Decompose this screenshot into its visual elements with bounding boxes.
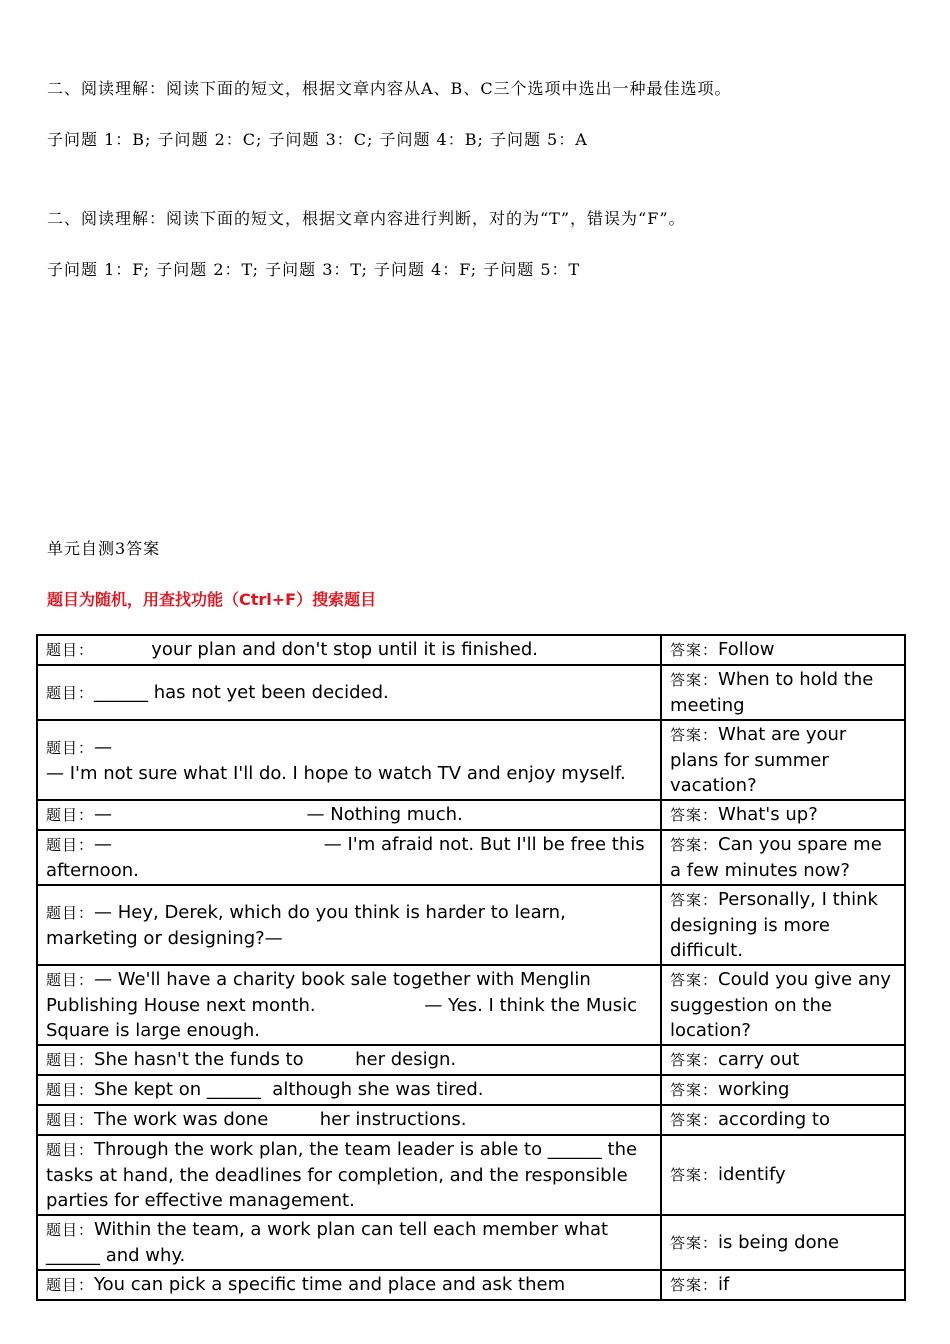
table-row (37, 1045, 905, 1075)
unit-title: 单元自测3答案 (47, 539, 161, 558)
question-text: You can pick a specific time and place and ask them (94, 1274, 566, 1295)
answer-cell (661, 800, 905, 830)
answer-prefix: 答案： (670, 1081, 719, 1099)
question-prefix: 题目： (46, 1081, 95, 1099)
answer-cell (661, 1135, 905, 1215)
table-row (37, 1105, 905, 1135)
question-prefix: 题目： (46, 971, 95, 989)
question-text: Through the work plan, the team leader is able to ______ the tasks at hand, the deadlines for completion, and the responsible parties for effective management. (46, 1139, 643, 1211)
question-text: — — I'm not sure what I'll do. I hope to watch TV and enjoy myself. (46, 736, 626, 784)
question-prefix: 题目： (46, 836, 95, 854)
answer-prefix: 答案： (670, 806, 719, 824)
answer-prefix: 答案： (670, 1051, 719, 1069)
answer-cell (661, 1075, 905, 1105)
answer-cell (661, 965, 905, 1045)
table-row (37, 800, 905, 830)
question-prefix: 题目： (46, 641, 95, 659)
question-cell (37, 1045, 661, 1075)
answer-text: Could you give any suggestion on the location? (670, 969, 891, 1041)
question-cell (37, 885, 661, 965)
question-cell (37, 665, 661, 720)
section1-answers: 子问题 1：B; 子问题 2：C; 子问题 3：C; 子问题 4：B; 子问题 5：A (47, 130, 588, 149)
table-row (37, 830, 905, 885)
table-row (37, 720, 905, 800)
question-text: your plan and don't stop until it is finished. (94, 639, 539, 660)
table-row (37, 1135, 905, 1215)
answer-cell (661, 885, 905, 965)
answer-text: according to (718, 1109, 830, 1130)
question-cell (37, 720, 661, 800)
answer-cell (661, 720, 905, 800)
question-prefix: 题目： (46, 1141, 95, 1159)
question-cell (37, 800, 661, 830)
question-prefix: 题目： (46, 1051, 95, 1069)
answer-cell (661, 1105, 905, 1135)
answer-text: identify (718, 1164, 786, 1185)
answer-cell (661, 1270, 905, 1300)
answer-prefix: 答案： (670, 671, 719, 689)
question-text: — Hey, Derek, which do you think is harder to learn, marketing or designing?— (46, 901, 572, 949)
search-notice: 题目为随机，用查找功能（Ctrl+F）搜索题目 (47, 590, 377, 609)
table-row (37, 635, 905, 665)
question-text: — — Nothing much. (94, 804, 463, 825)
question-cell (37, 965, 661, 1045)
answer-text: Personally, I think designing is more difficult. (670, 889, 878, 961)
table-row (37, 1075, 905, 1105)
answer-prefix: 答案： (670, 1111, 719, 1129)
answer-prefix: 答案： (670, 1233, 719, 1252)
answer-prefix: 答案： (670, 641, 719, 659)
question-cell (37, 635, 661, 665)
question-cell (37, 1075, 661, 1105)
answer-text: What are your plans for summer vacation? (670, 724, 847, 796)
question-prefix: 题目： (46, 806, 95, 824)
question-text: The work was done her instructions. (94, 1109, 467, 1130)
table-row (37, 1270, 905, 1300)
table-row (37, 965, 905, 1045)
answer-text: is being done (718, 1231, 840, 1253)
answer-cell (661, 1215, 905, 1270)
answer-table-body (37, 635, 905, 1300)
answer-text: Follow (718, 639, 775, 660)
answer-cell (661, 635, 905, 665)
question-prefix: 题目： (46, 1221, 95, 1239)
question-text: — — I'm afraid not. But I'll be free this afternoon. (46, 834, 651, 881)
answer-prefix: 答案： (670, 726, 719, 744)
answer-text: working (718, 1079, 790, 1100)
table-row (37, 885, 905, 965)
question-text: — We'll have a charity book sale together with Menglin Publishing House next month. — Yes. I think the Music Square is large enough. (46, 969, 643, 1041)
question-prefix: 题目： (46, 738, 95, 757)
question-text: ______ has not yet been decided. (94, 681, 389, 703)
answer-text: Can you spare me a few minutes now? (670, 834, 882, 881)
question-text: She hasn't the funds to her design. (94, 1049, 457, 1070)
question-cell (37, 1135, 661, 1215)
answer-table (36, 634, 906, 1301)
answer-cell (661, 1045, 905, 1075)
question-cell (37, 830, 661, 885)
answer-prefix: 答案： (670, 836, 719, 854)
question-cell (37, 1105, 661, 1135)
answer-cell (661, 830, 905, 885)
question-prefix: 题目： (46, 683, 95, 702)
question-prefix: 题目： (46, 903, 95, 922)
answer-prefix: 答案： (670, 1166, 719, 1184)
answer-prefix: 答案： (670, 971, 719, 989)
answer-text: if (718, 1274, 730, 1295)
table-row (37, 665, 905, 720)
question-cell (37, 1215, 661, 1270)
answer-text: carry out (718, 1049, 800, 1070)
answer-text: What's up? (718, 804, 818, 825)
question-text: She kept on ______ although she was tired. (94, 1079, 484, 1100)
answer-text: When to hold the meeting (670, 669, 874, 716)
section1-heading: 二、阅读理解：阅读下面的短文，根据文章内容从A、B、C三个选项中选出一种最佳选项。 (47, 79, 732, 98)
table-row (37, 1215, 905, 1270)
answer-prefix: 答案： (670, 891, 719, 909)
question-text: Within the team, a work plan can tell each member what ______ and why. (46, 1219, 614, 1266)
question-prefix: 题目： (46, 1111, 95, 1129)
question-prefix: 题目： (46, 1276, 95, 1294)
answer-prefix: 答案： (670, 1276, 719, 1294)
answer-cell (661, 665, 905, 720)
section2-heading: 二、阅读理解：阅读下面的短文，根据文章内容进行判断，对的为“T”，错误为“F”。 (47, 209, 686, 228)
section2-answers: 子问题 1：F; 子问题 2：T; 子问题 3：T; 子问题 4：F; 子问题 5：T (47, 260, 581, 279)
question-cell (37, 1270, 661, 1300)
